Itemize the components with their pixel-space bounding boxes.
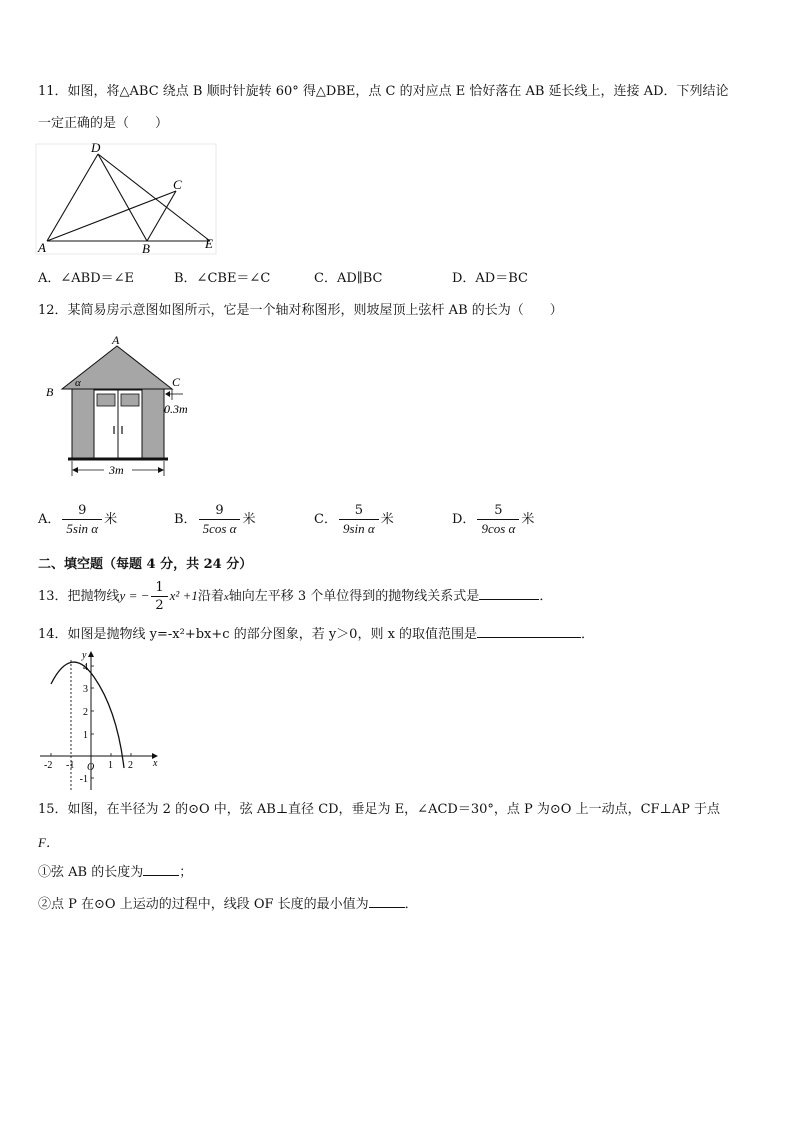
x-tick-label: -2 (44, 760, 53, 771)
fraction-numerator: 1 (155, 580, 164, 595)
q15-sub1-blank[interactable] (143, 862, 179, 876)
label-E: E (205, 236, 213, 251)
fraction-denominator: 2 (151, 596, 167, 613)
q13-answer-blank[interactable] (479, 586, 539, 600)
q12-option-d (452, 503, 534, 536)
q11-triangle-figure (30, 140, 230, 258)
option-letter: D． (452, 512, 476, 527)
q11-option-a: A．∠ABD＝∠E (38, 271, 135, 286)
q15-sub1-text: ①弦 AB 的长度为 (38, 865, 144, 880)
y-tick-label: -1 (79, 774, 88, 785)
q13-stem (38, 580, 552, 613)
q13-middle: 沿着 (197, 589, 224, 604)
q13-suffix: 轴向左平移 3 个单位得到的抛物线关系式是 (228, 589, 480, 604)
option-unit: 米 (242, 512, 256, 527)
section-title: 二、填空题（每题 4 分，共 24 分） (38, 557, 253, 572)
fraction-denominator: 9cos α (477, 519, 519, 536)
option-unit: 米 (380, 512, 394, 527)
label-A: A (112, 333, 120, 347)
y-tick-label: 3 (83, 684, 88, 695)
q14-end: ． (581, 627, 595, 642)
q15-sub2-end: ． (404, 897, 418, 912)
q14-stem: 14．如图是抛物线 y=-x²+bx+c 的部分图象，若 y＞0，则 x 的取值范围是 (38, 627, 478, 642)
q11-option-c: C．AD∥BC (314, 271, 383, 286)
fraction-numerator: 9 (215, 503, 224, 518)
q15-sub2-blank[interactable] (369, 894, 405, 908)
q13-end: ． (539, 589, 553, 604)
q13-formula-lhs: y = − (119, 588, 150, 603)
label-B: B (142, 241, 150, 256)
option-fraction (199, 503, 241, 536)
y-tick-label: 1 (83, 730, 88, 741)
q13-formula-rhs: x² +1 (169, 588, 198, 603)
axis-label-x: x (153, 758, 158, 769)
fraction-numerator: 9 (78, 503, 87, 518)
q12-house-figure (40, 334, 210, 480)
q15-sub2 (38, 894, 418, 914)
label-D: D (91, 140, 101, 155)
option-unit: 米 (521, 512, 535, 527)
label-C: C (172, 375, 181, 389)
q13-fraction (151, 580, 167, 613)
q15-sub1-end: ； (179, 865, 193, 880)
option-letter: A． (38, 512, 61, 527)
axis-label-y: y (82, 650, 87, 661)
y-tick-label: 2 (83, 707, 88, 718)
option-letter: C． (314, 512, 337, 527)
label-alpha: α (75, 377, 81, 389)
q13-axis-var: x (223, 591, 229, 603)
q15-stem-line2: F． (38, 835, 59, 850)
q12-option-b (174, 503, 255, 536)
option-fraction (339, 503, 379, 536)
fraction-denominator: 5cos α (199, 519, 241, 536)
fraction-numerator: 5 (354, 503, 363, 518)
label-width: 3m (109, 463, 124, 477)
q11-option-b: B．∠CBE＝∠C (174, 271, 271, 286)
q14-parabola-graph (36, 646, 166, 794)
q15-sub2-text: ②点 P 在⊙O 上运动的过程中，线段 OF 长度的最小值为 (38, 897, 369, 912)
label-C: C (173, 177, 182, 192)
q11-stem-line1: 11．如图，将△ABC 绕点 B 顺时针旋转 60° 得△DBE，点 C 的对应点 E 恰好落在 AB 延长线上，连接 AD．下列结论 (38, 84, 729, 99)
option-fraction (477, 503, 519, 536)
q12-option-c (314, 503, 394, 536)
x-tick-label: -1 (66, 760, 75, 771)
q12-option-a (38, 503, 117, 536)
q14-answer-blank[interactable] (477, 624, 581, 638)
q15-stem-line1: 15．如图，在半径为 2 的⊙O 中，弦 AB⊥直径 CD，垂足为 E，∠ACD＝30°，点 P 为⊙O 上一动点，CF⊥AP 于点 (38, 802, 721, 817)
x-tick-label: 1 (108, 760, 113, 771)
fraction-numerator: 5 (494, 503, 503, 518)
q11-option-d: D．AD＝BC (452, 271, 528, 286)
label-height: 0.3m (164, 402, 188, 416)
y-tick-label: 4 (83, 662, 88, 673)
q15-sub1 (38, 862, 192, 882)
option-fraction (62, 503, 102, 536)
label-A: A (38, 240, 46, 255)
label-B: B (46, 385, 54, 399)
fraction-denominator: 5sin α (62, 519, 102, 536)
q11-stem-line2: 一定正确的是（ ） (38, 116, 169, 131)
q13-prefix: 13．把抛物线 (38, 589, 120, 604)
fraction-denominator: 9sin α (339, 519, 379, 536)
q12-stem: 12．某简易房示意图如图所示，它是一个轴对称图形，则坡屋顶上弦杆 AB 的长为（ ） (38, 303, 563, 318)
option-letter: B． (174, 512, 197, 527)
origin-label: O (87, 762, 95, 773)
q14-stem-line (38, 624, 594, 644)
option-unit: 米 (104, 512, 118, 527)
x-tick-label: 2 (128, 760, 133, 771)
